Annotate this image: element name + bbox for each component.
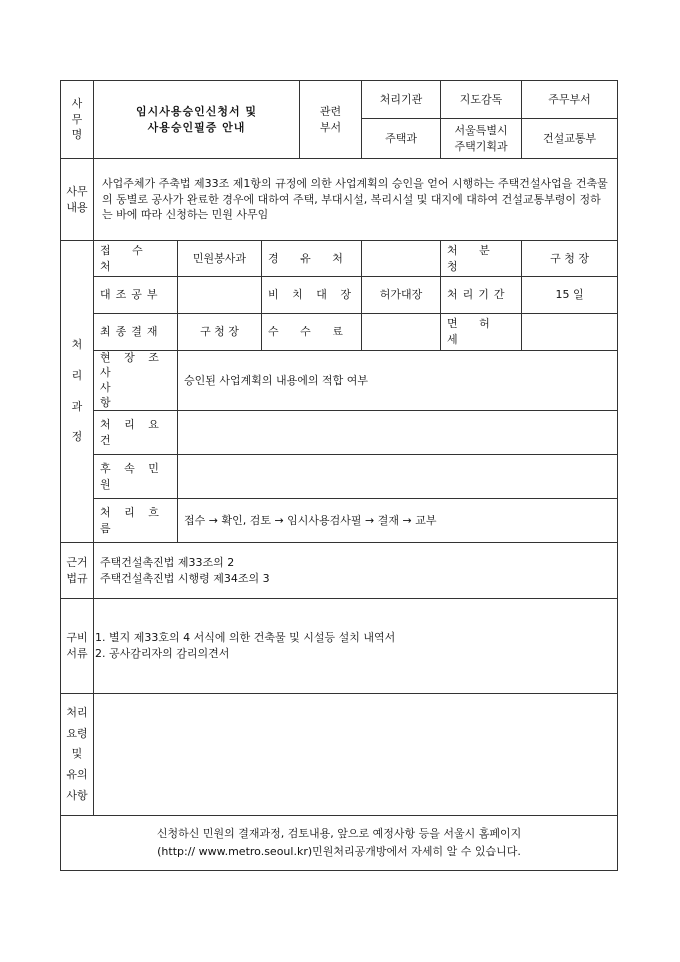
requirement-label: 처 리 요 건	[94, 411, 178, 455]
fee-value	[362, 314, 441, 351]
followup-label: 후 속 민 원	[94, 455, 178, 499]
civil-affairs-form	[60, 80, 618, 871]
processing-period-value: 15 일	[522, 277, 618, 314]
processing-period-label: 처리기간	[441, 277, 522, 314]
form-title: 임시사용승인신청서 및 사용승인필증 안내	[94, 81, 300, 159]
reference-register-value	[178, 277, 262, 314]
site-survey-value: 승인된 사업계획의 내용에의 적합 여부	[178, 351, 618, 411]
ledger-label: 비 치 대 장	[262, 277, 362, 314]
processing-agency-header: 처리기관	[362, 81, 441, 119]
reception-office-label: 접 수 처	[94, 241, 178, 277]
disposal-office-value: 구 청 장	[522, 241, 618, 277]
via-office-value	[362, 241, 441, 277]
notes-label: 처리 요령 및 유의 사항	[61, 694, 94, 816]
law-item: 주택건설촉진법 시행령 제34조의 3	[100, 571, 270, 585]
fee-label: 수 수 료	[262, 314, 362, 351]
reference-register-label: 대조공부	[94, 277, 178, 314]
law-label: 근거 법규	[61, 543, 94, 599]
supervision-value: 서울특별시 주택기획과	[441, 119, 522, 159]
site-survey-label: 현 장 조 사 사 항	[94, 351, 178, 411]
footer-notice: 신청하신 민원의 결재과정, 검토내용, 앞으로 예정사항 등을 서울시 홈페이지 (http:// www.metro.seoul.kr)민원처리공개방에서 자세히 알 수 있습니다.	[61, 816, 618, 871]
documents-list	[94, 599, 618, 694]
related-dept-label: 관련 부서	[300, 81, 362, 159]
content-label: 사무 내용	[61, 159, 94, 241]
task-name-label: 사 무 명	[61, 81, 94, 159]
processing-agency-value: 주택과	[362, 119, 441, 159]
reception-office-value: 민원봉사과	[178, 241, 262, 277]
supervision-header: 지도감독	[441, 81, 522, 119]
disposal-office-label: 처 분 청	[441, 241, 522, 277]
requirement-value	[178, 411, 618, 455]
main-dept-header: 주무부서	[522, 81, 618, 119]
notes-value	[94, 694, 618, 816]
via-office-label: 경 유 처	[262, 241, 362, 277]
followup-value	[178, 455, 618, 499]
law-list	[94, 543, 618, 599]
document-item: 2. 공사감리자의 감리의견서	[95, 647, 230, 661]
license-tax-value	[522, 314, 618, 351]
final-approval-value: 구 청 장	[178, 314, 262, 351]
content-text: 사업주체가 주축법 제33조 제1항의 규정에 의한 사업계획의 승인을 얻어 시행하는 주택건설사업을 건축물의 동별로 공사가 완료한 경우에 대하여 주택, 부대시설, 복리시설 및 대지에 대하여 건설교통부령이 정하는 바에 따라 신청하는 민원 사무임	[94, 159, 618, 241]
ledger-value: 허가대장	[362, 277, 441, 314]
flow-value: 접수 → 확인, 검토 → 임시사용검사필 → 결재 → 교부	[178, 499, 618, 543]
document-item: 1. 별지 제33호의 4 서식에 의한 건축물 및 시설등 설치 내역서	[95, 631, 396, 645]
documents-label: 구비 서류	[61, 599, 94, 694]
main-dept-value: 건설교통부	[522, 119, 618, 159]
license-tax-label: 면 허 세	[441, 314, 522, 351]
process-label: 처 리 과 정	[61, 241, 94, 543]
final-approval-label: 최종결재	[94, 314, 178, 351]
law-item: 주택건설촉진법 제33조의 2	[100, 555, 235, 569]
flow-label: 처 리 흐 름	[94, 499, 178, 543]
